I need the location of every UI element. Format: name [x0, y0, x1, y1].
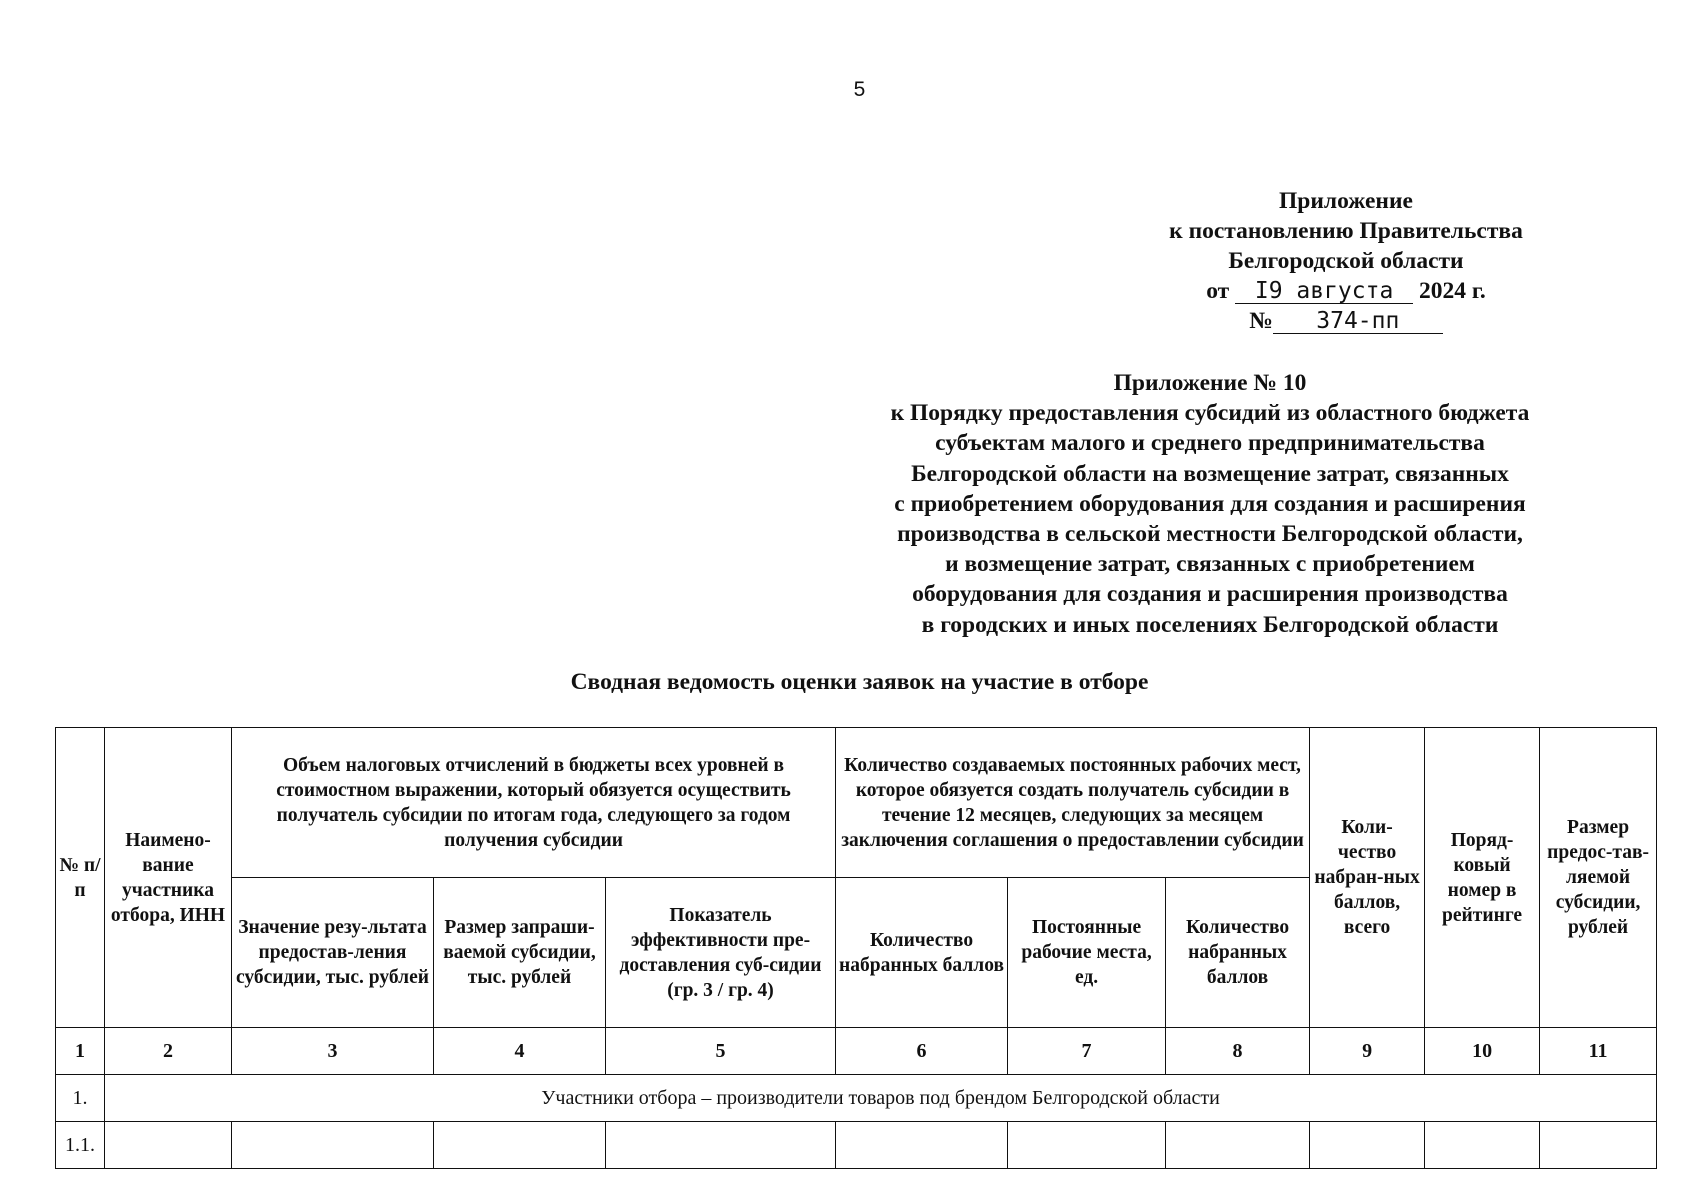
approval-block [1076, 186, 1616, 336]
approval-decree-line: к постановлению Правительства [1169, 218, 1523, 244]
date-suffix: 2024 г. [1418, 278, 1486, 304]
column-number: 5 [606, 1028, 836, 1075]
decree-number-field: 374-пп [1273, 309, 1443, 334]
appendix-block [830, 368, 1590, 640]
header-participant: Наимено-вание участника отбора, ИНН [105, 728, 232, 1028]
column-number: 1 [56, 1028, 105, 1075]
header-total-points: Коли-чество набран-ных баллов, всего [1310, 728, 1425, 1028]
header-tax-group: Объем налоговых отчислений в бюджеты всех уровней в стоимостном выражении, который обязуется осуществить получатель субсидии по итогам года, следующего за годом получения субсидии [232, 728, 836, 878]
header-jobs-points: Количество набранных баллов [1166, 878, 1310, 1028]
header-jobs-group: Количество создаваемых постоянных рабочих мест, которое обязуется создать получатель субсидии в течение 12 месяцев, следующих за месяцем заключения соглашения о предоставлении субсидии [836, 728, 1310, 878]
table-cell [105, 1122, 232, 1169]
decree-date-field: I9 августа [1235, 279, 1413, 304]
appendix-line: с приобретением оборудования для создания и расширения [894, 490, 1526, 517]
section-number: 1. [56, 1075, 105, 1122]
page-number: 5 [853, 78, 866, 101]
appendix-line: Приложение № 10 [1113, 370, 1307, 396]
date-prefix: от [1206, 278, 1230, 304]
column-number: 7 [1008, 1028, 1166, 1075]
approval-region-line: Белгородской области [1228, 248, 1464, 274]
header-result-value: Значение резу-льтата предостав-ления субсидии, тыс. рублей [232, 878, 434, 1028]
table-cell [606, 1122, 836, 1169]
table-cell [1310, 1122, 1425, 1169]
approval-heading: Приложение [1279, 188, 1413, 214]
section-title: Участники отбора – производители товаров под брендом Белгородской области [105, 1075, 1657, 1122]
column-number: 9 [1310, 1028, 1425, 1075]
appendix-line: оборудования для создания и расширения производства [912, 581, 1508, 608]
header-permanent-jobs: Постоянные рабочие места, ед. [1008, 878, 1166, 1028]
column-number: 3 [232, 1028, 434, 1075]
table-row [56, 1075, 1657, 1122]
appendix-line: производства в сельской местности Белгородской области, [897, 521, 1523, 548]
table-cell [232, 1122, 434, 1169]
appendix-line: Белгородской области на возмещение затрат, связанных [911, 460, 1509, 487]
column-number: 11 [1540, 1028, 1657, 1075]
summary-table [55, 727, 1657, 1169]
header-efficiency: Показатель эффективности пре-доставления суб-сидии (гр. 3 / гр. 4) [606, 878, 836, 1028]
column-number-row [56, 1028, 1657, 1075]
table-cell [1540, 1122, 1657, 1169]
table-cell [1425, 1122, 1540, 1169]
header-rating-position: Поряд-ковый номер в рейтинге [1425, 728, 1540, 1028]
header-subsidy-amount: Размер предос-тав-ляемой субсидии, рублей [1540, 728, 1657, 1028]
table-cell [836, 1122, 1008, 1169]
appendix-line: в городских и иных поселениях Белгородской области [921, 611, 1499, 638]
table-row [56, 1122, 1657, 1169]
approval-number-line [1076, 306, 1616, 336]
item-number: 1.1. [56, 1122, 105, 1169]
approval-date-line [1076, 276, 1616, 306]
column-number: 6 [836, 1028, 1008, 1075]
header-tax-points: Количество набранных баллов [836, 878, 1008, 1028]
header-requested-subsidy: Размер запраши-ваемой субсидии, тыс. рублей [434, 878, 606, 1028]
appendix-line: и возмещение затрат, связанных с приобретением [945, 551, 1475, 578]
header-row-number: № п/п [56, 728, 105, 1028]
appendix-line: субъектам малого и среднего предпринимательства [935, 430, 1485, 457]
column-number: 2 [105, 1028, 232, 1075]
document-title: Сводная ведомость оценки заявок на участие в отборе [570, 669, 1149, 695]
appendix-line: к Порядку предоставления субсидий из областного бюджета [890, 400, 1530, 427]
column-number: 10 [1425, 1028, 1540, 1075]
column-number: 8 [1166, 1028, 1310, 1075]
column-number: 4 [434, 1028, 606, 1075]
table-cell [1166, 1122, 1310, 1169]
number-prefix: № [1249, 308, 1273, 334]
table-cell [434, 1122, 606, 1169]
table-cell [1008, 1122, 1166, 1169]
